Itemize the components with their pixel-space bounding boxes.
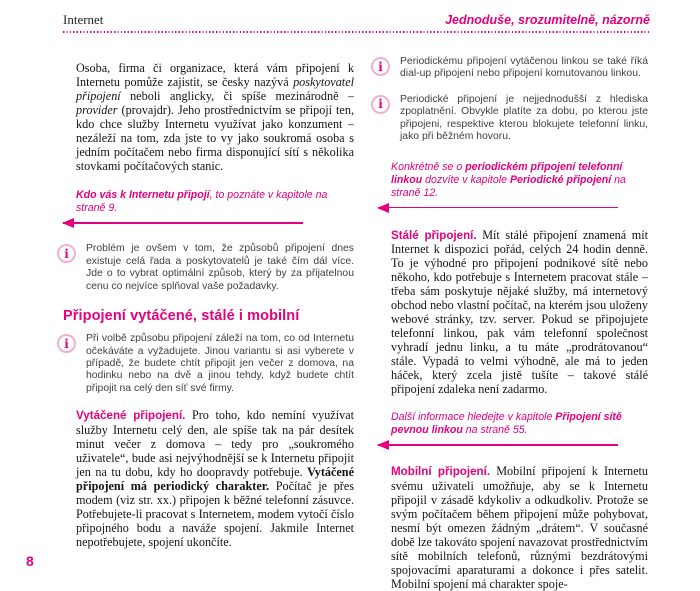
info-box: [377, 94, 648, 144]
note-text: Kdo vás k Internetu připojí, to poznáte v kapitole na straně 9.: [76, 189, 328, 215]
info-text: Problém je ovšem v tom, že způsobů připojení dnes existuje celá řada a poskytovatelů je také čím dál více. Jde o to vybrat optimální způsob, který by za přijatelnou cenu co nejvíce splňoval vaše požadavky.: [86, 243, 354, 292]
left-arrow-icon: [76, 218, 354, 228]
arrow-shaft: [378, 207, 618, 209]
left-arrow-icon: [391, 203, 648, 213]
info-icon: i: [371, 57, 390, 76]
right-column: [377, 50, 648, 591]
cross-reference-note: [76, 189, 354, 228]
arrow-shaft: [378, 444, 618, 446]
left-column: [63, 55, 354, 549]
header-divider: [63, 31, 650, 33]
cross-reference-note: [391, 161, 648, 213]
paragraph-intro: Osoba, firma či organizace, která vám připojení k Internetu pomůže zajistit, se česky nazývá poskytovatel připojení neboli anglicky, či spíše mezinárodně – provider (provajdr). Jeho prostřednictvím se připojí ten, kdo chce služby Internetu využívat jako konzument – nezáleží na tom, zda jste to vy jako soukromá osoba s jedním počítačem nebo firma disponující sítí s několika stovkami počítačových stanic.: [76, 61, 354, 174]
section-heading: Připojení vytáčené, stálé i mobilní: [63, 308, 300, 325]
info-box: [63, 243, 354, 293]
info-text: Periodickému připojení vytáčenou linkou se také říká dial-up připojení nebo připojení komutovanou linkou.: [400, 56, 648, 80]
paragraph-permanent-connection: Stálé připojení. Mít stálé připojení znamená mít Internet k dispozici pořád, celých 24 hodin denně. To je výhodné pro připojení podnikové sítě nebo někoho, kdo potřebuje s Internetem pracovat stále – třeba sám poskytuje nějaké služby, má internetový obchod nebo vlastní počítač, na kterém jsou uloženy webové stránky, tzv. server. Pokud se připojujete telefonní linkou, pak vám telefonní společnost vyhradí jednu linku, a tu máte „prodrátovanou“ stále. Vypadá to velmi výhodně, ale má to jeden háček, který zcela jistě tušíte – takové stálé připojení zdaleka není zadarmo.: [391, 227, 648, 397]
info-icon: i: [57, 334, 76, 353]
info-box: [63, 333, 354, 395]
arrow-shaft: [63, 222, 303, 224]
header-series-title: Jednoduše, srozumitelně, názorně: [445, 13, 650, 27]
note-text: Konkrétně se o periodickém připojení telefonní linkou dozvíte v kapitole Periodické připojení na straně 12.: [391, 160, 626, 199]
header-book-title: Internet: [63, 12, 104, 27]
info-text: Při volbě způsobu připojení záleží na tom, co od Internetu očekáváte a vyžadujete. Jinou variantu si asi vyberete v případě, že budete chtít připojit jen večer z domova, na hodinku nebo na dvě a jinou tehdy, když budete chtít připojit na celý den síť své firmy.: [86, 333, 354, 394]
note-text: Další informace hledejte v kapitole Připojení sítě pevnou linkou na straně 55.: [391, 411, 622, 437]
info-box: [377, 56, 648, 81]
paragraph-dialup-connection: Vytáčené připojení. Pro toho, kdo nemíní využívat služby Internetu celý den, ale spíše tak na pár desítek minut večer z domova – tedy pro „soukromého uživatele“, bude asi nejvýhodnější se k Internetu připojit jen na tu dobu, kdy ho doopravdy potřebuje. Vytáčené připojení má periodický charakter. Počítač je přes modem (viz str. xx.) připojen k běžné telefonní zásuvce. Potřebujete-li pracovat s Internetem, modem vytočí číslo připojného bodu a naváže spojení. Jakmile Internet nepotřebujete, spojení ukončíte.: [76, 408, 354, 550]
left-arrow-icon: [391, 440, 648, 450]
cross-reference-note: [391, 411, 648, 450]
paragraph-mobile-connection: Mobilní připojení. Mobilní připojení k Internetu svému uživateli umožňuje, aby se k Internetu připojil v zásadě kdykoliv a odkudkoliv. Protože se svým počítačem během připojení může pohybovat, nesmí být omezen žádným „drátem“. V současné době lze takováto spojení navazovat prostřednictvím sítě mobilních telefonů, různými bezdrátovými spojovacími aparaturami a dokonce i přes satelit. Mobilní spojení má charakter spoje-: [391, 464, 648, 591]
page-number: 8: [26, 553, 34, 569]
info-icon: i: [371, 95, 390, 114]
info-icon: i: [57, 244, 76, 263]
page-header: [63, 12, 650, 28]
info-text: Periodické připojení je nejjednodušší z hlediska zpoplatnění. Obvykle platíte za dobu, po kterou jste připojeni, respektive kterou blokujete telefonní linku, jako při běžném hovoru.: [400, 93, 648, 143]
